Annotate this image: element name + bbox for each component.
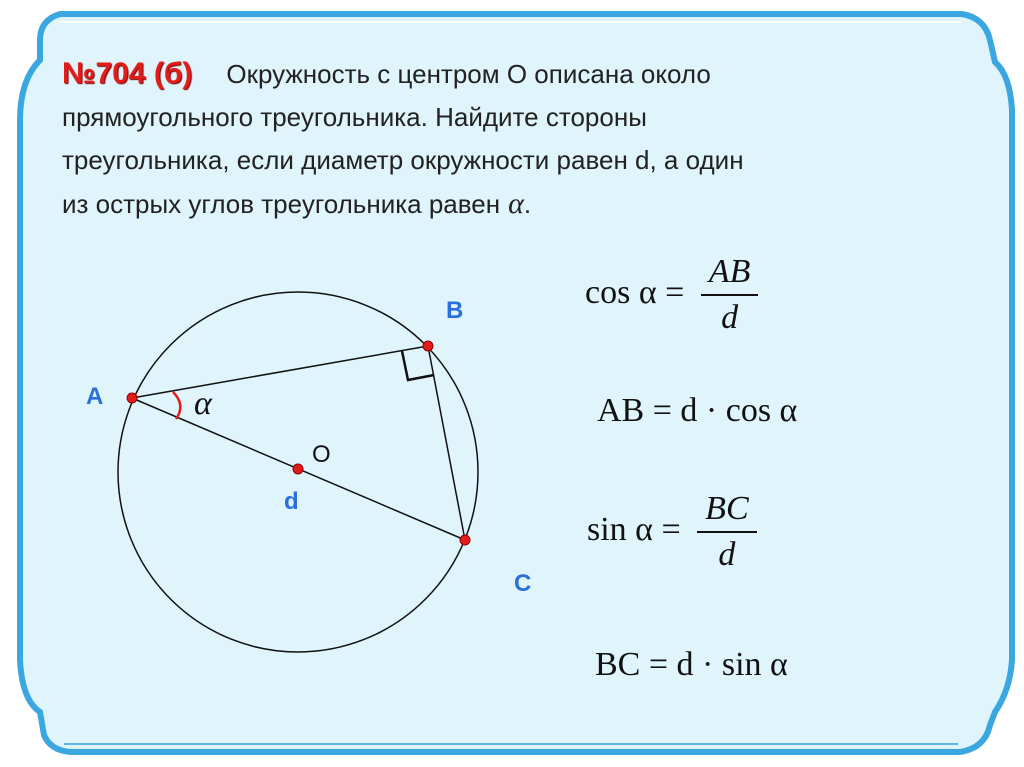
formula-sin [587,487,757,577]
alpha-symbol: α [508,187,524,220]
point-b [423,341,433,351]
formula-cos-numerator: AB [701,250,759,296]
formula-bc: BC = d · sin α [595,646,788,683]
point-c [460,535,470,545]
label-o: O [312,441,331,468]
formula-sin-numerator: BC [697,487,756,533]
problem-line-4-suffix: . [523,189,532,219]
label-d: d [284,488,299,515]
formula-sin-fraction [697,487,756,577]
formula-cos-fraction [701,250,759,340]
label-b: B [446,297,464,324]
label-a: A [86,383,104,410]
problem-line-2: прямоугольного треугольника. Найдите стороны [62,102,647,132]
formula-sin-denominator: d [718,536,736,573]
angle-alpha-arc [173,392,180,419]
formula-cos-lhs: cos α = [585,273,685,311]
problem-line-1-text: Окружность с центром О описана около [226,59,711,89]
point-a [127,393,137,403]
label-alpha: α [194,385,212,422]
label-c: C [514,570,532,597]
point-o [293,464,303,474]
formula-sin-lhs: sin α = [587,510,681,548]
formula-cos-denominator: d [721,299,739,336]
problem-line-3: треугольника, если диаметр окружности равен d, а один [62,145,744,175]
problem-number: №704 (б) [62,57,193,90]
problem-line-4-text: из острых углов треугольника равен [62,189,501,219]
formula-ab: AB = d · cos α [597,392,798,429]
side-ab [132,346,428,398]
formula-cos [585,250,758,340]
